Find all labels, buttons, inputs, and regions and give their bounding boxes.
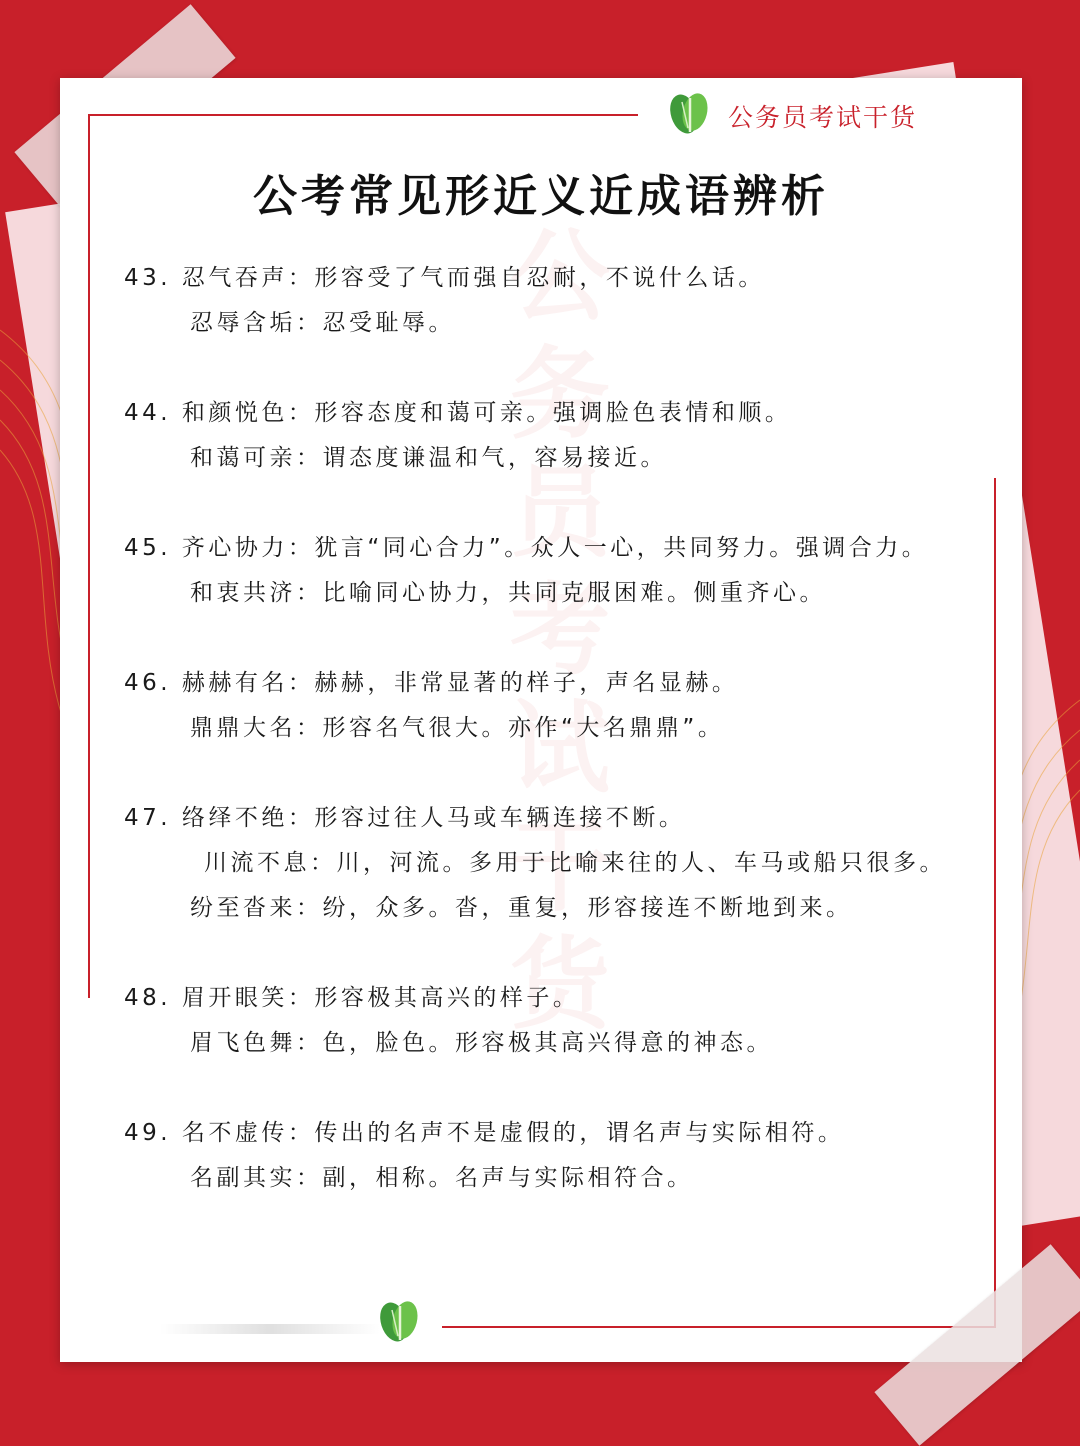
- entry-definition: 名不虚传：传出的名声不是虚假的，谓名声与实际相符。: [181, 1120, 845, 1146]
- frame-line-top: [88, 114, 638, 116]
- cabbage-icon: [374, 1294, 426, 1346]
- entry-secondary-text: 川流不息：川，河流。多用于比喻来往的人、车马或船只很多。: [204, 850, 946, 876]
- frame-line-bottom: [442, 1326, 996, 1328]
- entry-secondary-line: 鼎鼎大名：形容名气很大。亦作“大名鼎鼎”。: [190, 715, 725, 741]
- entry-44: [124, 391, 964, 481]
- entry-primary-line: [124, 256, 964, 301]
- entry-definition: 和颜悦色：形容态度和蔼可亲。强调脸色表情和顺。: [181, 400, 792, 426]
- cabbage-icon: [664, 86, 716, 138]
- entry-number: 48.: [124, 985, 172, 1011]
- entry-primary-line: [124, 976, 964, 1021]
- entry-number: 49.: [124, 1120, 172, 1146]
- page-title: 公考常见形近义近成语辨析: [253, 171, 829, 222]
- entry-definition: 齐心协力：犹言“同心合力”。众人一心，共同努力。强调合力。: [181, 535, 929, 561]
- entry-secondary-line: 和衷共济：比喻同心协力，共同克服困难。侧重齐心。: [190, 580, 826, 606]
- entry-number: 45.: [124, 535, 172, 561]
- entry-number: 47.: [124, 805, 172, 831]
- frame-line-left: [88, 114, 90, 998]
- entry-primary-line: [124, 796, 964, 841]
- entry-definition: 络绎不绝：形容过往人马或车辆连接不断。: [181, 805, 686, 831]
- entry-secondary-line: 忍辱含垢：忍受耻辱。: [190, 310, 455, 336]
- entry-secondary-line: 眉飞色舞：色，脸色。形容极其高兴得意的神态。: [190, 1030, 773, 1056]
- entry-secondary-line: [124, 841, 964, 886]
- entry-48: [124, 976, 964, 1066]
- entry-number: 43.: [124, 265, 172, 291]
- entry-secondary-line: 名副其实：副，相称。名声与实际相符合。: [190, 1165, 694, 1191]
- entry-number: 46.: [124, 670, 172, 696]
- frame-line-right: [994, 478, 996, 1328]
- entry-secondary-line: 和蔼可亲：谓态度谦温和气，容易接近。: [190, 445, 667, 471]
- entry-list: [124, 256, 964, 1246]
- entry-primary-line: [124, 1111, 964, 1156]
- entry-definition: 忍气吞声：形容受了气而强自忍耐，不说什么话。: [181, 265, 765, 291]
- entry-definition: 赫赫有名：赫赫，非常显著的样子，声名显赫。: [181, 670, 739, 696]
- brand-name: 公务员考试干货: [728, 103, 918, 132]
- entry-45: [124, 526, 964, 616]
- frame-line-bottom-fade: [160, 1324, 380, 1334]
- watermark-text: 公务员考试干货: [510, 218, 610, 1043]
- entry-primary-line: [124, 391, 964, 436]
- entry-definition: 眉开眼笑：形容极其高兴的样子。: [181, 985, 580, 1011]
- entry-tertiary-line: 纷至沓来：纷，众多。沓，重复，形容接连不断地到来。: [190, 895, 853, 921]
- entry-49: [124, 1111, 964, 1201]
- entry-43: [124, 256, 964, 346]
- entry-primary-line: [124, 526, 964, 571]
- content-card: [60, 78, 1022, 1362]
- entry-47: [124, 796, 964, 931]
- entry-number: 44.: [124, 400, 172, 426]
- entry-46: [124, 661, 964, 751]
- entry-primary-line: [124, 661, 964, 706]
